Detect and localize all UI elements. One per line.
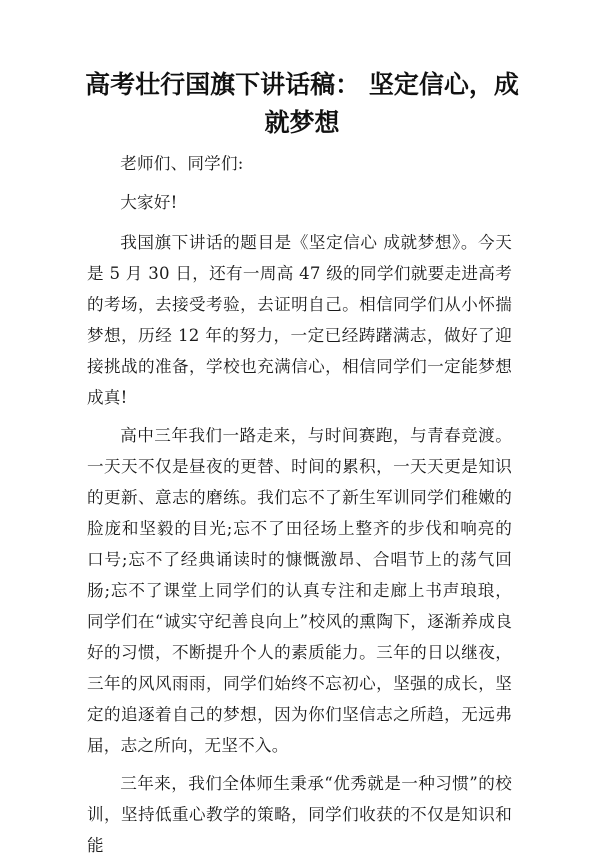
paragraph-three-years: 高中三年我们一路走来，与时间赛跑，与青春竞渡。一天天不仅是昼夜的更替、时间的累积，一天天更是知识的更新、意志的磨练。我们忘不了新生军训同学们稚嫩的脸庞和坚毅的目光;忘不了田径场上整齐的步伐和响亮的口号;忘不了经典诵读时的慷慨激昂、合唱节上的荡气回肠;忘不了课堂上同学们的认真专注和走廊上书声琅琅，同学们在“诚实守纪善良向上”校风的熏陶下，逐渐养成良好的习惯，不断提升个人的素质能力。三年的日以继夜，三年的风风雨雨，同学们始终不忘初心，坚强的成长，坚定的追逐着自己的梦想，因为你们坚信志之所趋，无远弗届，志之所向，无坚不入。 — [87, 426, 512, 755]
paragraph-topic: 我国旗下讲话的题目是《坚定信心 成就梦想》。今天是 5 月 30 日，还有一周高 47 级的同学们就要走进高考的考场，去接受考验，去证明自己。相信同学们从小怀揣梦想，历经 12 年的努力，一定已经踌躇满志，做好了迎接挑战的准备，学校也充满信心，相信同学们一定能梦想成真! — [87, 233, 512, 407]
document-title: 高考壮行国旗下讲话稿： 坚定信心，成就梦想 — [85, 70, 519, 137]
speech-body — [87, 148, 512, 861]
paragraph-school-motto: 三年来，我们全体师生秉承“优秀就是一种习惯”的校训，坚持低重心教学的策略，同学们收获的不仅是知识和能 — [87, 774, 512, 855]
greeting-line: 老师们、同学们: — [120, 154, 244, 173]
salutation-line: 大家好! — [120, 193, 178, 212]
